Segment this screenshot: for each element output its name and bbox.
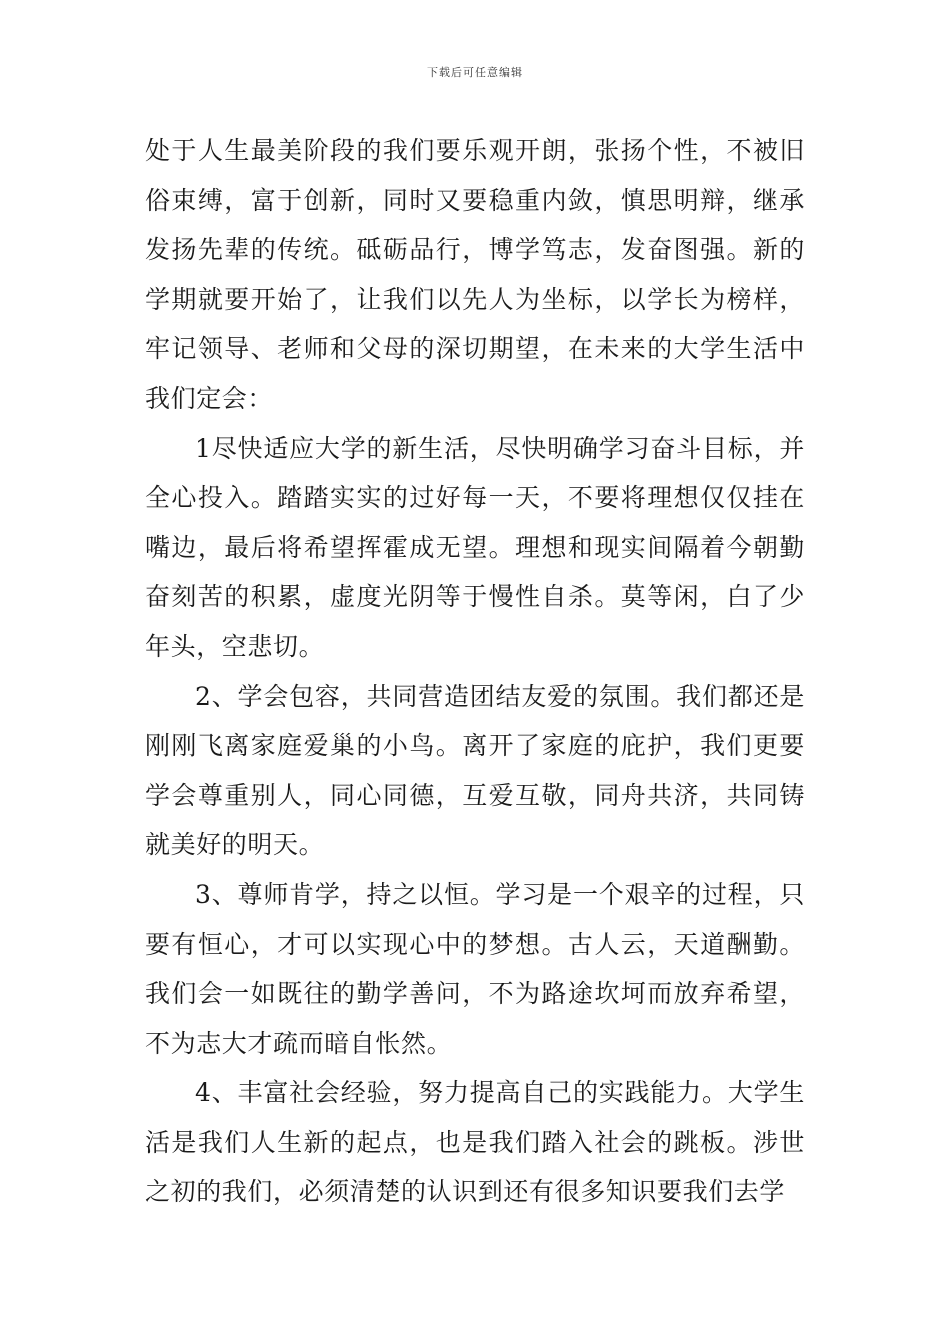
document-body: [145, 126, 805, 1217]
paragraph-point-3: 3、尊师肯学，持之以恒。学习是一个艰辛的过程，只要有恒心，才可以实现心中的梦想。古人云，天道酬勤。我们会一如既往的勤学善问，不为路途坎坷而放弃希望，不为志大才疏而暗自怅然。: [145, 879, 805, 1058]
paragraph-intro: 处于人生最美阶段的我们要乐观开朗，张扬个性，不被旧俗束缚，富于创新，同时又要稳重内敛，慎思明辩，继承发扬先辈的传统。砥砺品行，博学笃志，发奋图强。新的学期就要开始了，让我们以先人为坐标，以学长为榜样，牢记领导、老师和父母的深切期望，在未来的大学生活中我们定会：: [145, 136, 805, 413]
paragraph-point-1: 1尽快适应大学的新生活，尽快明确学习奋斗目标，并全心投入。踏踏实实的过好每一天，不要将理想仅仅挂在嘴边，最后将希望挥霍成无望。理想和现实间隔着今朝勤奋刻苦的积累，虚度光阴等于慢性自杀。莫等闲，白了少年头，空悲切。: [145, 433, 805, 661]
paragraph-point-2: 2、学会包容，共同营造团结友爱的氛围。我们都还是刚刚飞离家庭爱巢的小鸟。离开了家庭的庇护，我们更要学会尊重别人，同心同德，互爱互敬，同舟共济，共同铸就美好的明天。: [145, 681, 805, 860]
download-note: 下载后可任意编辑: [427, 66, 523, 79]
paragraph-point-4: 4、丰富社会经验，努力提高自己的实践能力。大学生活是我们人生新的起点，也是我们踏入社会的跳板。涉世之初的我们，必须清楚的认识到还有很多知识要我们去学: [145, 1078, 805, 1207]
